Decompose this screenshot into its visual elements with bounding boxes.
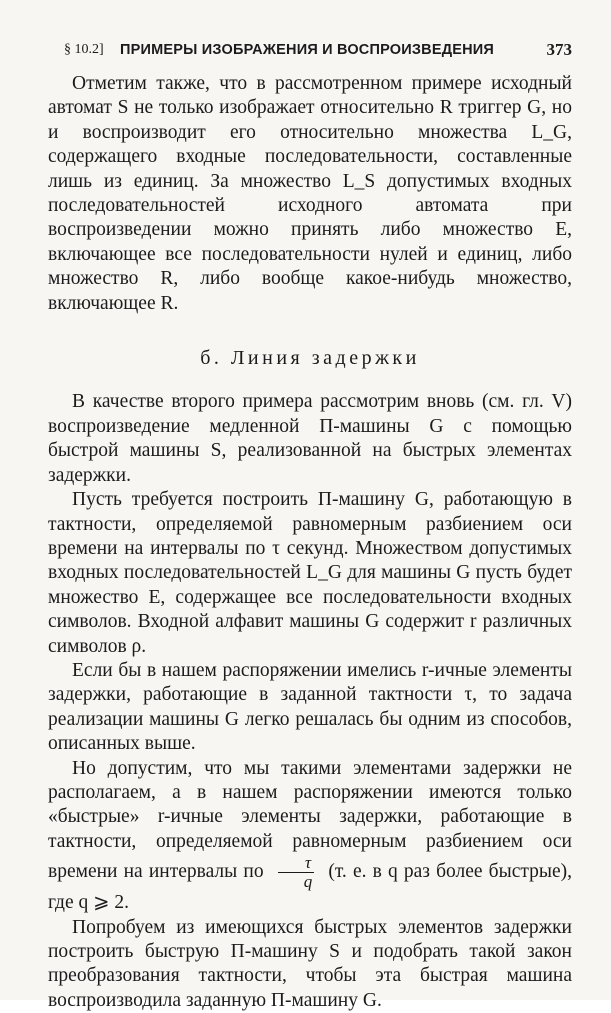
- page-header: [64, 38, 572, 64]
- paragraph-5-end: (т. е. в q раз более быстрые), где q ⩾ 2.: [48, 861, 572, 914]
- running-title: ПРИМЕРЫ ИЗОБРАЖЕНИЯ И ВОСПРОИЗВЕДЕНИЯ: [120, 42, 495, 58]
- paragraph-4: Если бы в нашем распоряжении имелись r-ичные элементы задержки, работающие в заданной тактности τ, то задача реализации машины G легко решалась бы одним из способов, описанных выше.: [48, 659, 572, 755]
- paragraph-6: Попробуем из имеющихся быстрых элементов задержки построить быструю П-машину S и подобрать такой закон преобразования тактности, чтобы эта быстрая машина воспроизводила заданную П-машину G.: [48, 916, 572, 1011]
- paragraph-5: [48, 757, 572, 916]
- fraction-tau-over-q: [278, 854, 315, 891]
- paragraph-5-start: Но допустим, что мы такими элементами задержки не располагаем, а в нашем распоряжении имеются только «быстрые» r-ичные элементы задержки, работающие в тактности, определяемой равномерным разбиением оси времени на интервалы по: [48, 757, 572, 883]
- paragraph-2: В качестве второго примера рассмотрим вновь (см. гл. V) воспроизведение медленной П-машины G с помощью быстрой машины S, реализованной на быстрых элементах задержки.: [48, 391, 572, 486]
- fraction-denominator: q: [303, 872, 313, 892]
- paragraph-3: Пусть требуется построить П-машину G, работающую в тактности, определяемой равномерным разбиением оси времени на интервалы по τ секунд. Множеством допустимых входных последовательностей L_G для машины G пусть будет множество E, содержащее все последовательности входных символов. Входной алфавит машины G содержит r различных символов ρ.: [48, 489, 572, 657]
- section-number: § 10.2]: [64, 42, 104, 57]
- page-body: [48, 72, 572, 1013]
- fraction-numerator: τ: [278, 854, 315, 873]
- paragraph-1: Отметим также, что в рассмотренном примере исходный автомат S не только изображает относительно R триггер G, но и воспроизводит его относительно множества L_G, содержащего входные последовательности, составленные лишь из единиц. За множество L_S допустимых входных последовательностей исходного автомата при воспроизведении можно принять либо множество E, включающее все последовательности нулей и единиц, либо множество R, либо вообще какое-нибудь множество, включающее R.: [48, 73, 572, 314]
- page-number: 373: [546, 40, 572, 59]
- section-heading: б. Линия задержки: [200, 347, 420, 370]
